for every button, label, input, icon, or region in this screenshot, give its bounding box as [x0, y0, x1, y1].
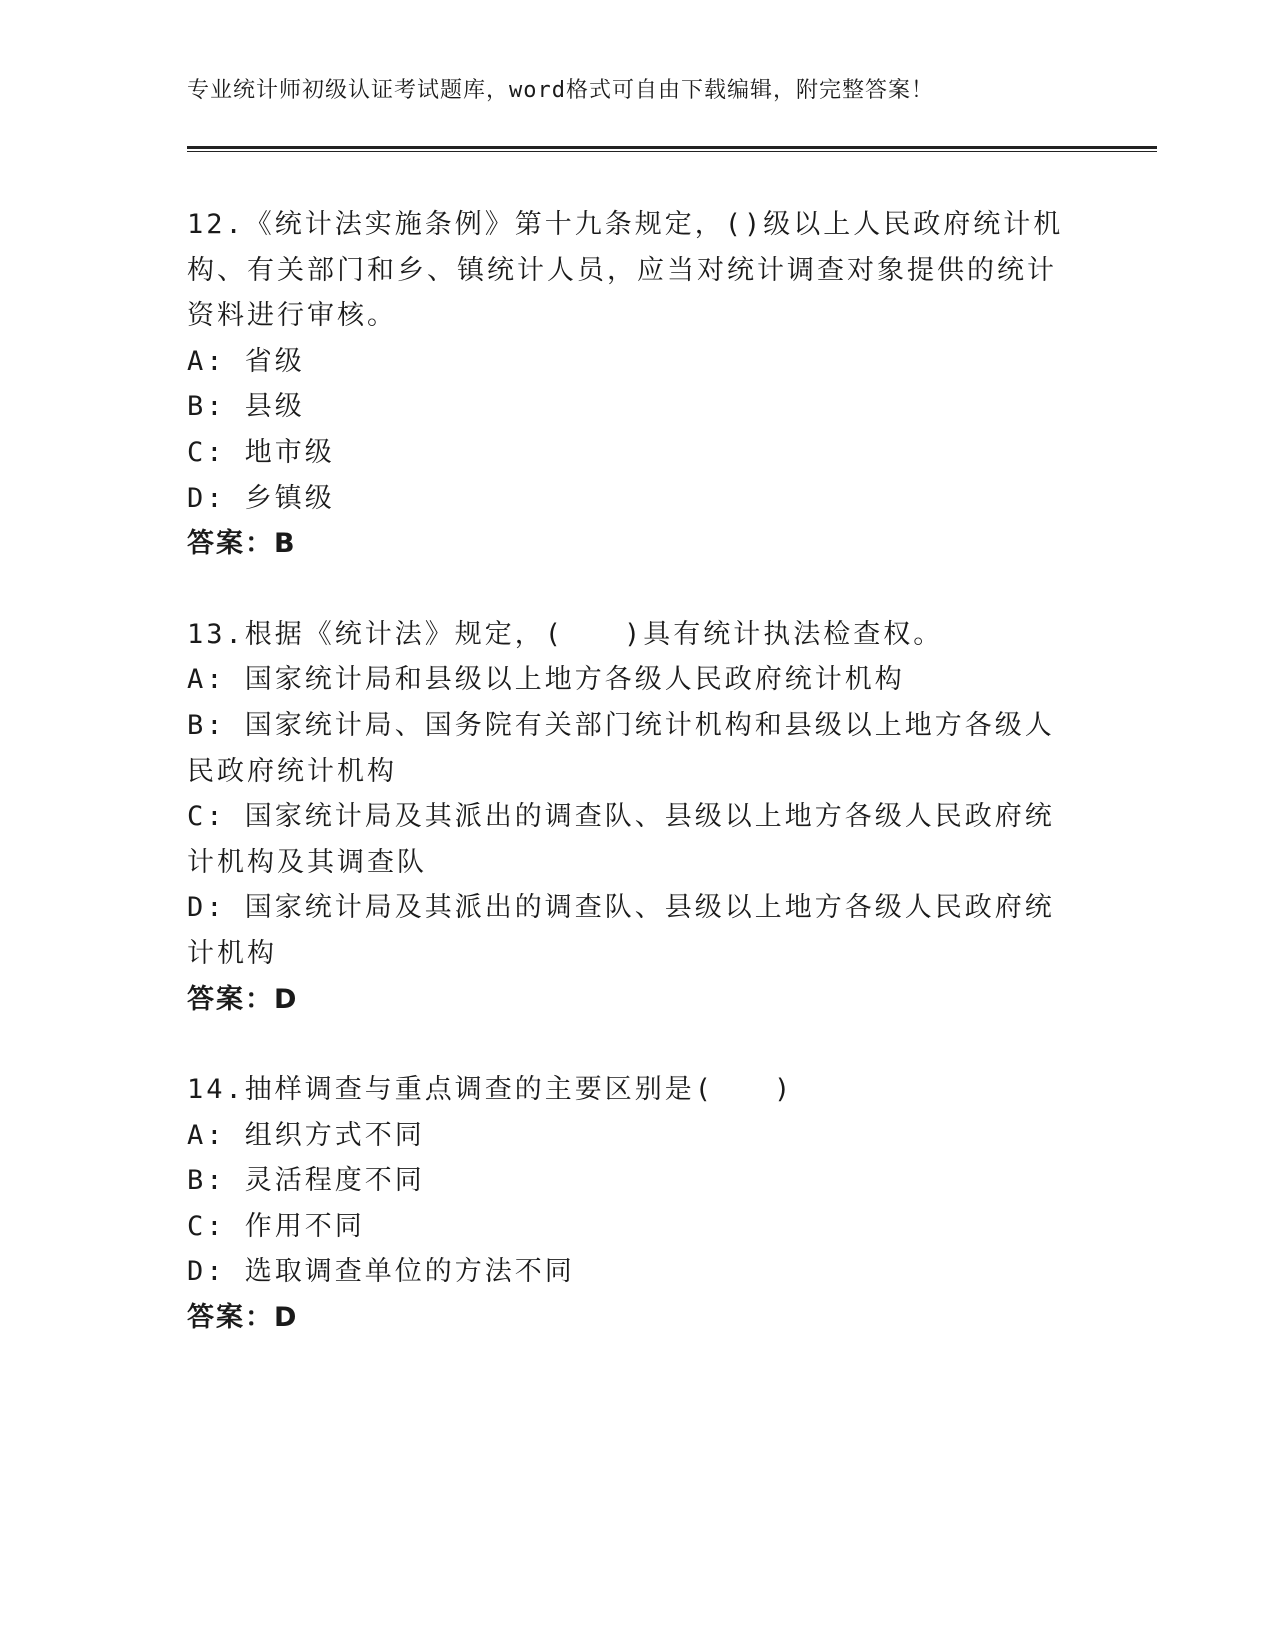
- answer: 答案：D: [187, 983, 299, 1015]
- option-c: C: 地市级: [187, 436, 335, 468]
- option-a: A: 国家统计局和县级以上地方各级人民政府统计机构: [187, 664, 905, 696]
- option-d: D: 国家统计局及其派出的调查队、县级以上地方各级人民政府统计机构: [187, 892, 1055, 969]
- option-c: C: 国家统计局及其派出的调查队、县级以上地方各级人民政府统计机构及其调查队: [187, 801, 1055, 878]
- header-divider: [187, 146, 1157, 152]
- option-c: C: 作用不同: [187, 1210, 365, 1242]
- question-12: [187, 202, 1067, 567]
- option-a: A: 省级: [187, 345, 305, 377]
- question-13: [187, 612, 1067, 1022]
- option-d: D: 乡镇级: [187, 482, 335, 514]
- option-a: A: 组织方式不同: [187, 1119, 425, 1151]
- answer: 答案：D: [187, 1302, 299, 1334]
- page-header: 专业统计师初级认证考试题库，word格式可自由下载编辑，附完整答案！: [187, 78, 934, 103]
- option-b: B: 国家统计局、国务院有关部门统计机构和县级以上地方各级人民政府统计机构: [187, 709, 1055, 787]
- question-14: [187, 1067, 1067, 1341]
- option-b: B: 灵活程度不同: [187, 1165, 425, 1197]
- question-list: [187, 202, 1067, 1386]
- question-stem: 13.根据《统计法》规定，( )具有统计执法检查权。: [187, 618, 944, 650]
- question-stem: 14.抽样调查与重点调查的主要区别是( ): [187, 1074, 794, 1106]
- answer: 答案：B: [187, 528, 297, 560]
- option-b: B: 县级: [187, 391, 305, 423]
- question-stem: 12.《统计法实施条例》第十九条规定，()级以上人民政府统计机构、有关部门和乡、镇统计人员，应当对统计调查对象提供的统计资料进行审核。: [187, 209, 1064, 332]
- option-d: D: 选取调查单位的方法不同: [187, 1256, 575, 1288]
